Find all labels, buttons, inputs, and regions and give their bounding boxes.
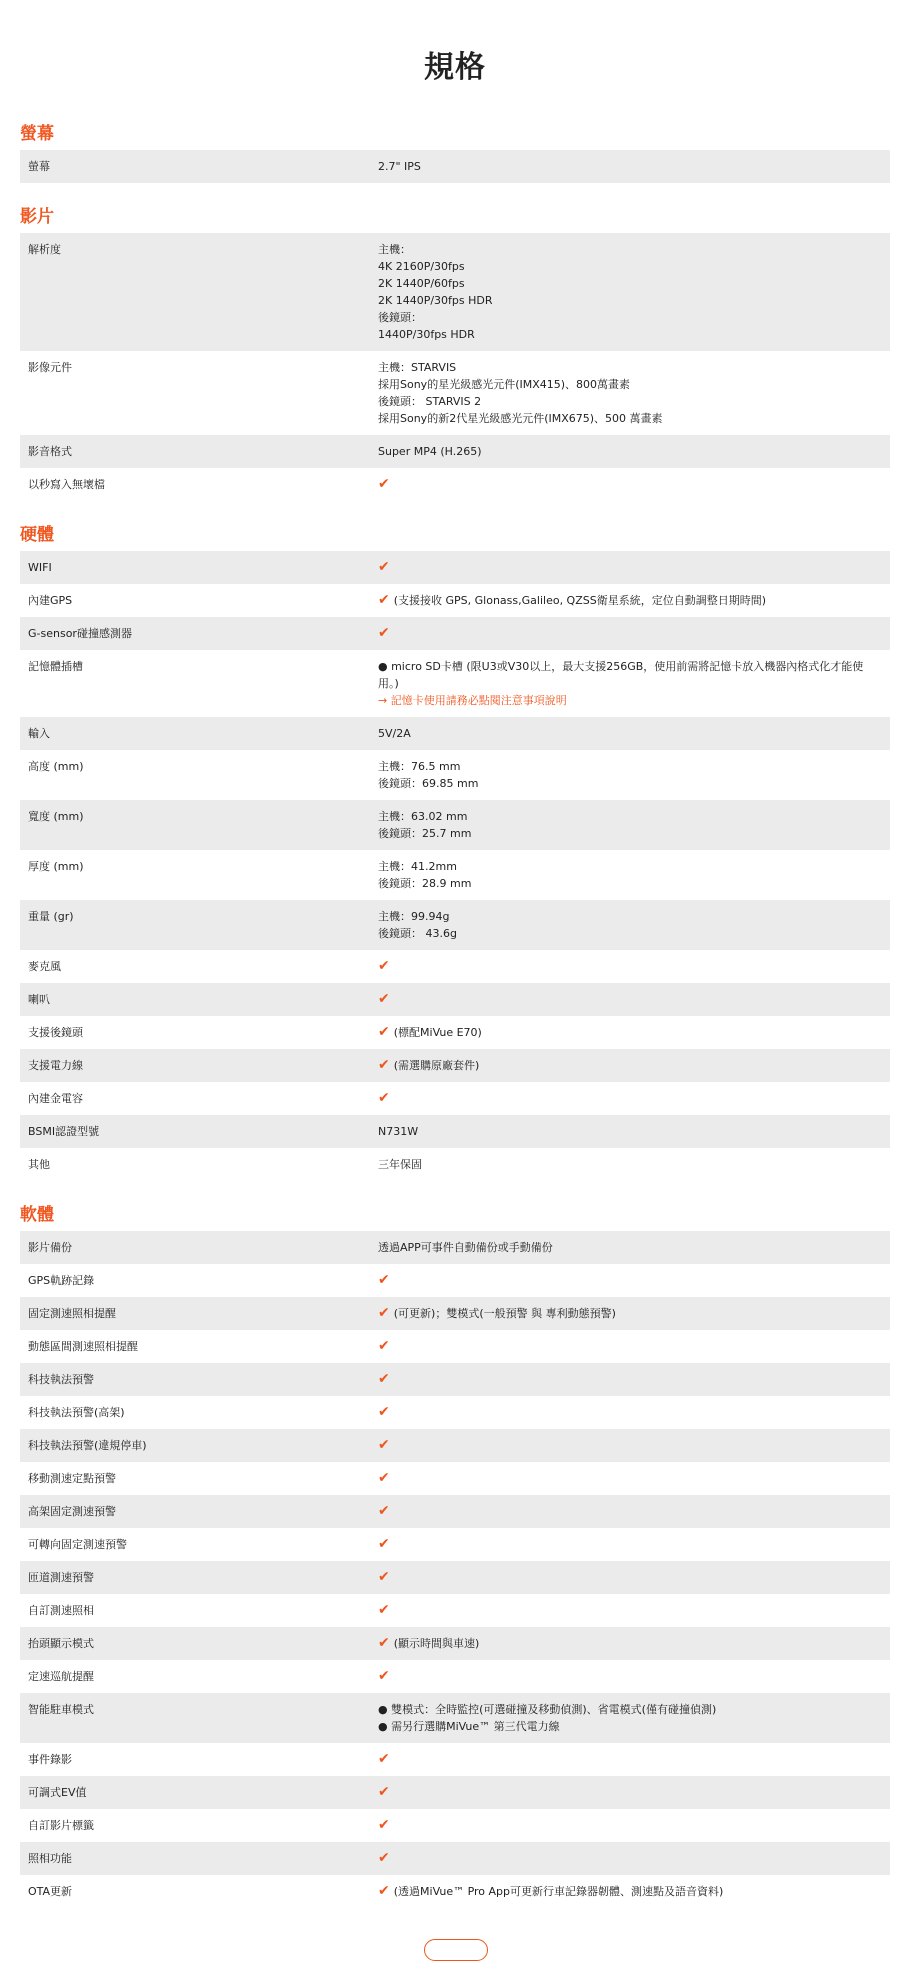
spec-label: 影音格式 bbox=[28, 445, 72, 458]
spec-row bbox=[20, 1396, 890, 1429]
spec-label: 智能駐車模式 bbox=[28, 1703, 94, 1716]
spec-value-line: 2.7" IPS bbox=[378, 160, 421, 173]
checkmark-icon: ✔ bbox=[378, 1503, 390, 1519]
spec-row bbox=[20, 1330, 890, 1363]
checkmark-icon: ✔ bbox=[378, 1602, 390, 1618]
spec-label: 喇叭 bbox=[28, 993, 50, 1006]
spec-value-line: ● 雙模式：全時監控(可選碰撞及移動偵測)、省電模式(僅有碰撞偵測) bbox=[378, 1703, 717, 1716]
spec-row bbox=[20, 1561, 890, 1594]
spec-label: 解析度 bbox=[28, 243, 61, 256]
spec-value-line: Super MP4 (H.265) bbox=[378, 445, 482, 458]
spec-value bbox=[370, 617, 890, 650]
spec-value bbox=[370, 1528, 890, 1561]
section-title: 螢幕 bbox=[20, 124, 54, 144]
spec-value-line: 三年保固 bbox=[378, 1158, 422, 1171]
spec-value bbox=[370, 150, 890, 183]
checkmark-icon: ✔ bbox=[378, 1850, 390, 1866]
spec-row bbox=[20, 1148, 890, 1181]
checkmark-icon: ✔ bbox=[378, 1668, 390, 1684]
spec-row bbox=[20, 1809, 890, 1842]
section-title: 影片 bbox=[20, 207, 54, 227]
spec-row bbox=[20, 1264, 890, 1297]
spec-value bbox=[370, 584, 890, 617]
spec-value bbox=[370, 1495, 890, 1528]
spec-sections bbox=[20, 114, 890, 1908]
spec-value-line: 1440P/30fps HDR bbox=[378, 328, 475, 341]
spec-value bbox=[370, 750, 890, 800]
spec-value bbox=[370, 983, 890, 1016]
spec-value bbox=[370, 1297, 890, 1330]
spec-value bbox=[370, 850, 890, 900]
spec-label: G-sensor碰撞感測器 bbox=[28, 627, 132, 640]
spec-label: WIFI bbox=[28, 561, 52, 574]
spec-label: 內建金電容 bbox=[28, 1092, 83, 1105]
spec-value bbox=[370, 1462, 890, 1495]
spec-row bbox=[20, 1462, 890, 1495]
spec-row bbox=[20, 1594, 890, 1627]
page-title: 規格 bbox=[424, 50, 486, 85]
spec-label: 重量 (gr) bbox=[28, 910, 74, 923]
spec-table bbox=[20, 551, 890, 1181]
spec-note: (標配MiVue E70) bbox=[393, 1026, 482, 1039]
spec-value bbox=[370, 650, 890, 717]
spec-value-line: 主機：41.2mm bbox=[378, 860, 457, 873]
spec-row bbox=[20, 1082, 890, 1115]
spec-row bbox=[20, 1875, 890, 1908]
spec-value-line: 主機：STARVIS bbox=[378, 361, 457, 374]
spec-row bbox=[20, 1842, 890, 1875]
spec-row bbox=[20, 1743, 890, 1776]
spec-value bbox=[370, 1049, 890, 1082]
spec-label: 照相功能 bbox=[28, 1852, 72, 1865]
spec-value-line: 後鏡頭：69.85 mm bbox=[378, 777, 479, 790]
spec-label: 其他 bbox=[28, 1158, 50, 1171]
spec-value bbox=[370, 1660, 890, 1693]
back-to-top-button[interactable] bbox=[424, 1939, 488, 1961]
spec-row bbox=[20, 351, 890, 435]
spec-value bbox=[370, 551, 890, 584]
spec-value-line: 後鏡頭：25.7 mm bbox=[378, 827, 472, 840]
spec-value bbox=[370, 1231, 890, 1264]
checkmark-icon: ✔ bbox=[378, 1338, 390, 1354]
spec-label: OTA更新 bbox=[28, 1885, 73, 1898]
spec-note: (需選購原廠套件) bbox=[393, 1059, 480, 1072]
spec-row bbox=[20, 468, 890, 501]
spec-value-line: 4K 2160P/30fps bbox=[378, 260, 465, 273]
spec-row bbox=[20, 1297, 890, 1330]
spec-value bbox=[370, 1264, 890, 1297]
spec-value-line: 採用Sony的新2代星光級感光元件(IMX675)、500 萬畫素 bbox=[378, 412, 663, 425]
spec-value-line: N731W bbox=[378, 1125, 419, 1138]
checkmark-icon: ✔ bbox=[378, 476, 390, 492]
checkmark-icon: ✔ bbox=[378, 1536, 390, 1552]
spec-value bbox=[370, 1396, 890, 1429]
spec-row bbox=[20, 850, 890, 900]
checkmark-icon: ✔ bbox=[378, 1751, 390, 1767]
spec-value-line: 5V/2A bbox=[378, 727, 411, 740]
spec-label: 抬頭顯示模式 bbox=[28, 1637, 94, 1650]
spec-row bbox=[20, 1528, 890, 1561]
spec-label: 可轉向固定測速預警 bbox=[28, 1538, 127, 1551]
spec-label: BSMI認證型號 bbox=[28, 1125, 100, 1138]
spec-value-line: 透過APP可事件自動備份或手動備份 bbox=[378, 1241, 553, 1254]
spec-row bbox=[20, 1693, 890, 1743]
spec-value-line: 主機：63.02 mm bbox=[378, 810, 468, 823]
spec-label: 內建GPS bbox=[28, 594, 73, 607]
spec-row bbox=[20, 800, 890, 850]
spec-section bbox=[20, 197, 890, 501]
spec-row bbox=[20, 1776, 890, 1809]
checkmark-icon: ✔ bbox=[378, 1404, 390, 1420]
spec-row bbox=[20, 1495, 890, 1528]
spec-label: 以秒寫入無壞檔 bbox=[28, 478, 105, 491]
spec-label: 輸入 bbox=[28, 727, 50, 740]
spec-section bbox=[20, 114, 890, 183]
spec-value-line: ● 需另行選購MiVue™ 第三代電力線 bbox=[378, 1720, 560, 1733]
spec-value bbox=[370, 351, 890, 435]
spec-row bbox=[20, 717, 890, 750]
spec-label: 麥克風 bbox=[28, 960, 61, 973]
spec-table bbox=[20, 233, 890, 501]
checkmark-icon: ✔ bbox=[378, 1272, 390, 1288]
spec-value bbox=[370, 1429, 890, 1462]
spec-value bbox=[370, 1330, 890, 1363]
spec-row bbox=[20, 617, 890, 650]
spec-value bbox=[370, 1115, 890, 1148]
spec-label: 定速巡航提醒 bbox=[28, 1670, 94, 1683]
checkmark-icon: ✔ bbox=[378, 625, 390, 641]
spec-label: 支援電力線 bbox=[28, 1059, 83, 1072]
checkmark-icon: ✔ bbox=[378, 1024, 390, 1040]
spec-label: 固定測速照相提醒 bbox=[28, 1307, 116, 1320]
spec-row bbox=[20, 1660, 890, 1693]
checkmark-icon: ✔ bbox=[378, 1784, 390, 1800]
spec-value-line: 後鏡頭： 43.6g bbox=[378, 927, 457, 940]
spec-row bbox=[20, 1016, 890, 1049]
spec-note: (支援接收 GPS, Glonass,Galileo, QZSS衛星系統，定位自動調整日期時間) bbox=[393, 594, 767, 607]
spec-label: 事件錄影 bbox=[28, 1753, 72, 1766]
spec-value-line: 主機：99.94g bbox=[378, 910, 450, 923]
checkmark-icon: ✔ bbox=[378, 592, 390, 608]
spec-value bbox=[370, 1594, 890, 1627]
spec-row bbox=[20, 1627, 890, 1660]
spec-value-line: 採用Sony的星光級感光元件(IMX415)、800萬畫素 bbox=[378, 378, 631, 391]
checkmark-icon: ✔ bbox=[378, 1883, 390, 1899]
spec-label: 移動測速定點預警 bbox=[28, 1472, 116, 1485]
spec-row bbox=[20, 1049, 890, 1082]
spec-value bbox=[370, 1776, 890, 1809]
spec-value-line: 2K 1440P/30fps HDR bbox=[378, 294, 493, 307]
spec-value bbox=[370, 435, 890, 468]
spec-value bbox=[370, 1693, 890, 1743]
spec-value bbox=[370, 1809, 890, 1842]
spec-row bbox=[20, 950, 890, 983]
spec-label: 高架固定測速預警 bbox=[28, 1505, 116, 1518]
spec-value bbox=[370, 800, 890, 850]
spec-value-line: 後鏡頭： STARVIS 2 bbox=[378, 395, 482, 408]
spec-value-line: ● micro SD卡槽 (限U3或V30以上，最大支援256GB，使用前需將記憶卡放入機器內格式化才能使用。) bbox=[378, 660, 864, 690]
spec-value bbox=[370, 468, 890, 501]
spec-note: (可更新)；雙模式(一般預警 與 專利動態預警) bbox=[393, 1307, 616, 1320]
spec-value-line: 主機： bbox=[378, 243, 411, 256]
spec-row bbox=[20, 584, 890, 617]
spec-value bbox=[370, 1842, 890, 1875]
spec-label: 高度 (mm) bbox=[28, 760, 84, 773]
checkmark-icon: ✔ bbox=[378, 1305, 390, 1321]
checkmark-icon: ✔ bbox=[378, 1057, 390, 1073]
spec-row bbox=[20, 551, 890, 584]
spec-row bbox=[20, 1429, 890, 1462]
spec-value bbox=[370, 717, 890, 750]
spec-row bbox=[20, 1115, 890, 1148]
spec-value bbox=[370, 1363, 890, 1396]
checkmark-icon: ✔ bbox=[378, 1090, 390, 1106]
spec-label: 寬度 (mm) bbox=[28, 810, 84, 823]
spec-value-line: 後鏡頭： bbox=[378, 311, 422, 324]
spec-label: 科技執法預警(高架) bbox=[28, 1406, 125, 1419]
spec-row bbox=[20, 750, 890, 800]
checkmark-icon: ✔ bbox=[378, 991, 390, 1007]
spec-label: 螢幕 bbox=[28, 160, 50, 173]
spec-label: 厚度 (mm) bbox=[28, 860, 84, 873]
checkmark-icon: ✔ bbox=[378, 559, 390, 575]
section-title: 硬體 bbox=[20, 525, 54, 545]
checkmark-icon: ✔ bbox=[378, 958, 390, 974]
spec-label: 影片備份 bbox=[28, 1241, 72, 1254]
spec-value bbox=[370, 1627, 890, 1660]
spec-note: (顯示時間與車速) bbox=[393, 1637, 480, 1650]
spec-value bbox=[370, 950, 890, 983]
spec-table bbox=[20, 150, 890, 183]
spec-value bbox=[370, 1082, 890, 1115]
spec-value bbox=[370, 1016, 890, 1049]
spec-label: 記憶體插槽 bbox=[28, 660, 83, 673]
checkmark-icon: ✔ bbox=[378, 1569, 390, 1585]
spec-row bbox=[20, 435, 890, 468]
spec-row bbox=[20, 1231, 890, 1264]
spec-label: 科技執法預警 bbox=[28, 1373, 94, 1386]
spec-row bbox=[20, 150, 890, 183]
spec-value-line: 2K 1440P/60fps bbox=[378, 277, 465, 290]
spec-row bbox=[20, 983, 890, 1016]
spec-label: 動態區間測速照相提醒 bbox=[28, 1340, 138, 1353]
spec-label: 科技執法預警(違規停車) bbox=[28, 1439, 147, 1452]
spec-label: 支援後鏡頭 bbox=[28, 1026, 83, 1039]
spec-value-line: 主機：76.5 mm bbox=[378, 760, 461, 773]
spec-value bbox=[370, 233, 890, 351]
spec-label: 可調式EV值 bbox=[28, 1786, 87, 1799]
spec-label: 自訂測速照相 bbox=[28, 1604, 94, 1617]
checkmark-icon: ✔ bbox=[378, 1817, 390, 1833]
spec-row bbox=[20, 1363, 890, 1396]
spec-label: 匝道測速預警 bbox=[28, 1571, 94, 1584]
spec-note: (透過MiVue™ Pro App可更新行車記錄器韌體、測速點及語音資料) bbox=[393, 1885, 724, 1898]
spec-section bbox=[20, 515, 890, 1181]
checkmark-icon: ✔ bbox=[378, 1371, 390, 1387]
checkmark-icon: ✔ bbox=[378, 1437, 390, 1453]
checkmark-icon: ✔ bbox=[378, 1635, 390, 1651]
spec-row bbox=[20, 233, 890, 351]
spec-label: 自訂影片標籤 bbox=[28, 1819, 94, 1832]
spec-value bbox=[370, 1561, 890, 1594]
spec-value bbox=[370, 1743, 890, 1776]
checkmark-icon: ✔ bbox=[378, 1470, 390, 1486]
spec-table bbox=[20, 1231, 890, 1908]
spec-row bbox=[20, 900, 890, 950]
spec-value bbox=[370, 1148, 890, 1181]
spec-section bbox=[20, 1195, 890, 1908]
section-title: 軟體 bbox=[20, 1205, 54, 1225]
spec-value bbox=[370, 1875, 890, 1908]
spec-value bbox=[370, 900, 890, 950]
spec-label: 影像元件 bbox=[28, 361, 72, 374]
spec-label: GPS軌跡記錄 bbox=[28, 1274, 95, 1287]
memory-card-notice-link[interactable]: → 記憶卡使用請務必點閱注意事項說明 bbox=[378, 694, 567, 707]
spec-row bbox=[20, 650, 890, 717]
spec-value-line: 後鏡頭：28.9 mm bbox=[378, 877, 472, 890]
